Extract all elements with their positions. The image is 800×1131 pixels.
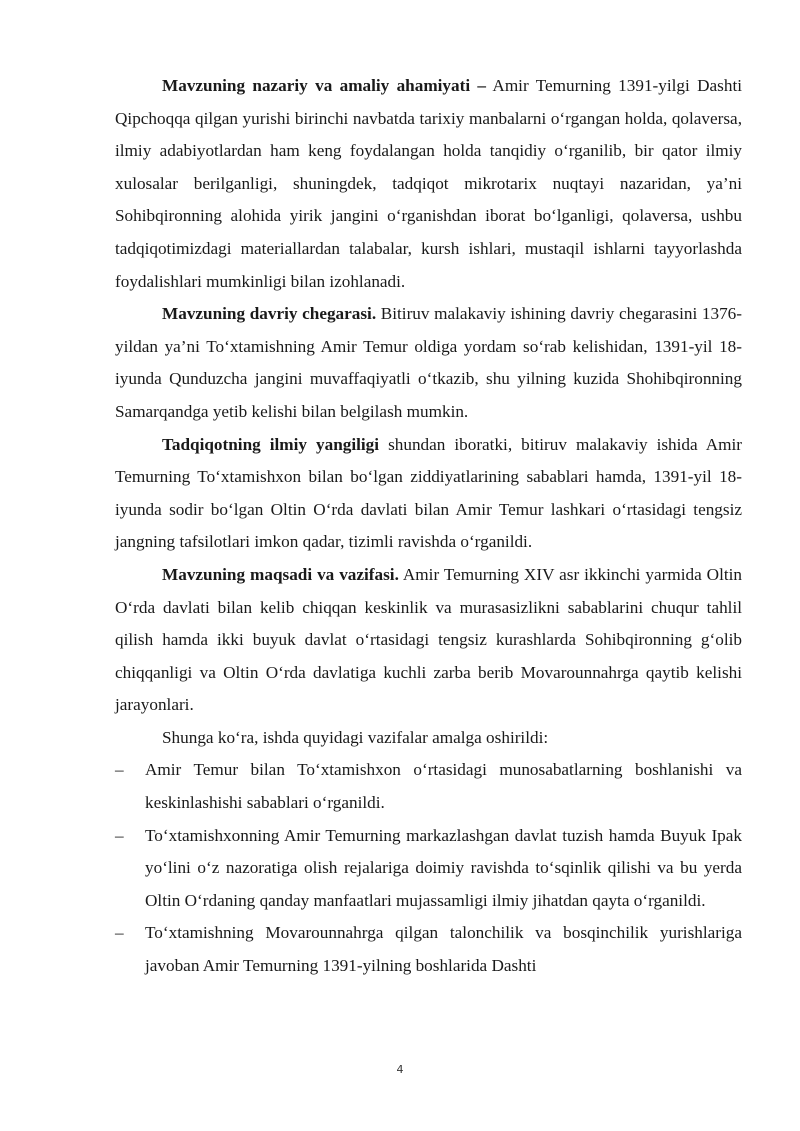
document-page <box>115 70 742 983</box>
paragraph-heading: Mavzuning davriy chegarasi. <box>162 304 377 324</box>
list-item-text: To‘xtamishning Movarounnahrga qilgan talonchilik va bosqinchilik yurishlariga javoban Amir Temurning 1391-yilning boshlarida Dashti <box>145 923 742 976</box>
list-item-text: Amir Temur bilan To‘xtamishxon o‘rtasidagi munosabatlarning boshlanishi va keskinlashishi sabablari o‘rganildi. <box>145 760 742 813</box>
paragraph-text: Bitiruv malakaviy ishining davriy chegarasini 1376-yildan ya’ni To‘xtamishning Amir Temur oldiga yordam so‘rab kelishidan, 1391-yil 18-iyunda Qunduzcha jangini muvaffaqiyatli o‘tkazib, shu yilning kuzida Shohibqironning Samarqandga yetib kelishi bilan belgilash mumkin. <box>115 304 742 421</box>
list-intro: Shunga ko‘ra, ishda quyidagi vazifalar amalga oshirildi: <box>162 727 549 747</box>
paragraph-heading: Mavzuning maqsadi va vazifasi. <box>162 564 399 584</box>
paragraph-text: shundan iboratki, bitiruv malakaviy ishida Amir Temurning To‘xtamishxon bilan bo‘lgan ziddiyatlarining sabablari hamda, 1391-yil 18-iyunda sodir bo‘lgan Oltin O‘rda davlati bilan Amir Temur lashkari o‘rtasidagi tengsiz jangning tafsilotlari imkon qadar, tizimli ravishda o‘rganildi. <box>115 434 742 552</box>
paragraph-text: Amir Temurning XIV asr ikkinchi yarmida Oltin O‘rda davlati bilan kelib chiqqan keskinlik va murasasizlikni sabablarini chuqur tahlil qilish hamda ikki buyuk davlat o‘rtasidagi tengsiz kurashlarda Sohibqironning g‘olib chiqqanligi va Oltin O‘rda davlatiga kuchli zarba berib Movarounnahrga qaytib kelishi jarayonlari. <box>115 564 742 715</box>
list-item <box>115 917 742 982</box>
paragraph-significance <box>115 70 742 298</box>
list-bullet: – <box>115 760 124 780</box>
paragraph-heading: Mavzuning nazariy va amaliy ahamiyati – <box>162 76 487 95</box>
list-item-text: To‘xtamishxonning Amir Temurning markazlashgan davlat tuzish hamda Buyuk Ipak yo‘lini o‘z nazoratiga olish rejalariga doimiy ravishda to‘sqinlik qilishi va bu yerda Oltin O‘rdaning qanday manfaatlari mujassamligi ilmiy jihatdan qayta o‘rganildi. <box>145 825 742 910</box>
tasks-list <box>115 754 742 982</box>
list-item <box>115 820 742 918</box>
paragraph-scientific-novelty <box>115 429 742 559</box>
list-item <box>115 754 742 819</box>
list-bullet: – <box>115 923 124 943</box>
list-bullet: – <box>115 825 124 845</box>
page-number: 4 <box>396 1063 404 1076</box>
paragraph-text: Amir Temurning 1391-yilgi Dashti Qipchoqqa qilgan yurishi birinchi navbatda tarixiy manbalarni o‘rgangan holda, qolaversa, ilmiy adabiyotlardan ham keng foydalangan holda tanqidiy o‘rganilib, bir qator ilmiy xulosalar berilganligi, shuningdek, tadqiqot mikrotarix nuqtayi nazaridan, ya’ni Sohibqironning alohida yirik jangini o‘rganishdan iborat bo‘lganligi, qolaversa, ushbu tadqiqotimizdagi materiallardan talabalar, kursh ishlari, mustaqil ishlarni tayyorlashda foydalishlari mumkinligi bilan izohlanadi. <box>115 76 742 291</box>
paragraph-heading: Tadqiqotning ilmiy yangiligi <box>162 434 380 454</box>
paragraph-chronological-scope <box>115 298 742 428</box>
paragraph-goals-and-tasks <box>115 559 742 722</box>
